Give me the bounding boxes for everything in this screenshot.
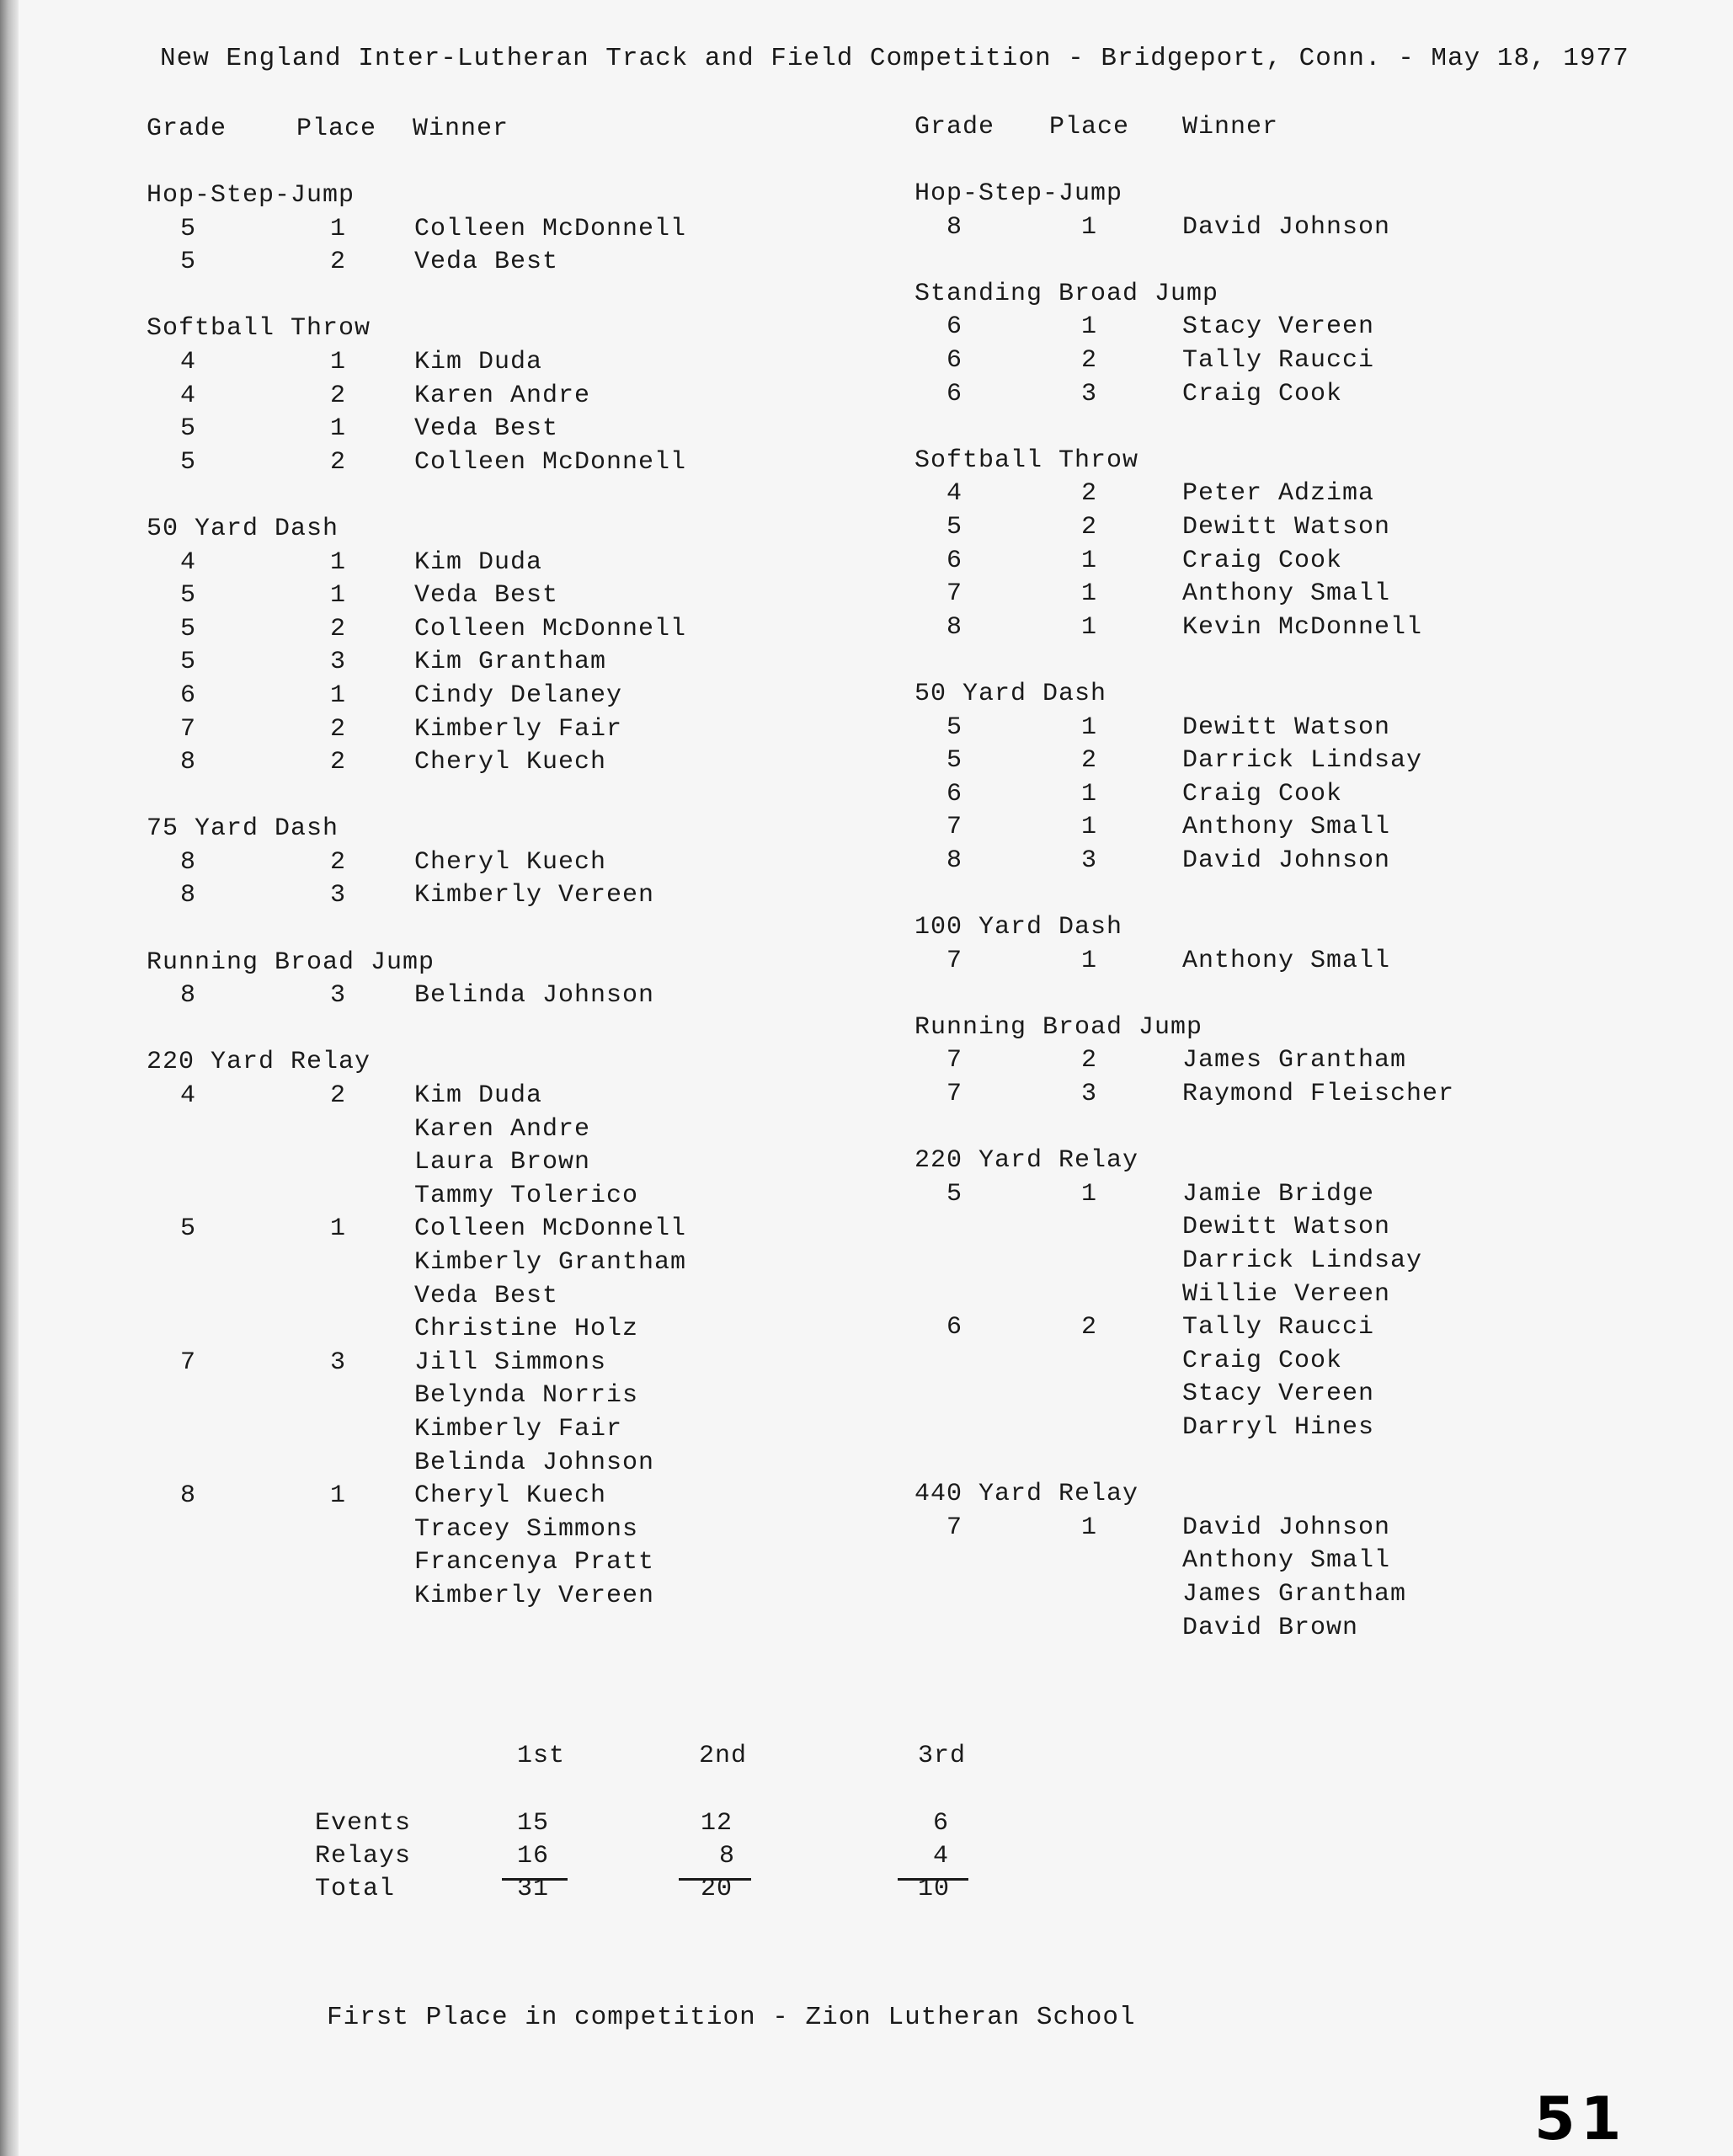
grade-cell: 8: [946, 212, 963, 242]
result-row: [147, 1115, 862, 1149]
place-cell: 3: [1081, 379, 1098, 408]
place-cell: 1: [1081, 212, 1098, 242]
event-spacer: [147, 481, 862, 515]
result-row: [914, 813, 1672, 846]
winner-cell: Cheryl Kuech: [414, 847, 607, 877]
footer-note: First Place in competition - Zion Lutheran School: [327, 2003, 1136, 2032]
winner-cell: Tammy Tolerico: [414, 1181, 639, 1210]
event-spacer: [914, 879, 1672, 913]
grade-cell: 6: [946, 345, 963, 375]
result-row: [914, 346, 1672, 380]
place-cell: 1: [1081, 579, 1098, 609]
winner-cell: Kimberly Vereen: [414, 1581, 655, 1610]
event-title: 220 Yard Relay: [147, 1048, 371, 1077]
summary-relays-2nd: 8: [719, 1842, 736, 1870]
grade-cell: 6: [946, 546, 963, 575]
result-row: [914, 713, 1672, 747]
place-cell: 1: [330, 547, 347, 577]
result-row: [914, 1280, 1672, 1314]
grade-cell: 8: [946, 846, 963, 875]
winner-cell: Jamie Bridge: [1182, 1179, 1375, 1209]
winner-cell: Anthony Small: [1182, 813, 1391, 842]
place-cell: 1: [1081, 546, 1098, 575]
right-events: [914, 179, 1672, 1646]
result-row: [147, 1381, 862, 1415]
grade-cell: 5: [180, 581, 197, 611]
winner-cell: Kim Duda: [414, 1081, 543, 1111]
result-row: [147, 1248, 862, 1282]
place-cell: 1: [1081, 813, 1098, 842]
place-header: Place: [296, 115, 377, 143]
result-row: [147, 215, 862, 248]
winner-cell: Cindy Delaney: [414, 680, 623, 710]
grade-cell: 5: [180, 614, 197, 643]
winner-cell: Kimberly Fair: [414, 1414, 623, 1444]
winner-cell: Veda Best: [414, 414, 559, 444]
place-cell: 1: [1081, 779, 1098, 808]
result-row: [147, 981, 862, 1015]
event-title: Running Broad Jump: [914, 1012, 1203, 1042]
winner-cell: Belinda Johnson: [414, 1448, 655, 1477]
summary-events-2nd: 12: [701, 1809, 733, 1838]
event-title: 100 Yard Dash: [914, 913, 1123, 942]
result-row: [914, 947, 1672, 980]
grade-header: Grade: [914, 113, 995, 141]
winner-cell: Colleen McDonnell: [414, 1214, 687, 1244]
result-row: [147, 348, 862, 382]
place-cell: 2: [1081, 1313, 1098, 1342]
result-row: [914, 1180, 1672, 1214]
winner-cell: Kevin McDonnell: [1182, 612, 1423, 642]
summary-header-2nd: 2nd: [699, 1742, 748, 1770]
place-cell: 1: [1081, 1179, 1098, 1209]
place-cell: 1: [1081, 712, 1098, 742]
event-spacer: [147, 281, 862, 315]
winner-cell: Veda Best: [414, 581, 559, 611]
result-row: [914, 1313, 1672, 1347]
winner-cell: Dewitt Watson: [1182, 1213, 1391, 1242]
result-row: [147, 715, 862, 749]
winner-cell: Dewitt Watson: [1182, 512, 1391, 542]
place-cell: 2: [330, 714, 347, 744]
winner-cell: Laura Brown: [414, 1148, 591, 1177]
winner-cell: Craig Cook: [1182, 379, 1343, 408]
grade-cell: 7: [180, 714, 197, 744]
result-row: [147, 1148, 862, 1182]
winner-cell: David Johnson: [1182, 846, 1391, 875]
winner-cell: Willie Vereen: [1182, 1279, 1391, 1309]
event-spacer: [914, 1447, 1672, 1481]
grade-cell: 6: [180, 680, 197, 710]
grade-cell: 8: [180, 881, 197, 910]
result-row: [147, 581, 862, 615]
grade-cell: 5: [180, 1214, 197, 1244]
result-row: [914, 1580, 1672, 1614]
result-row: [147, 848, 862, 882]
winner-cell: Peter Adzima: [1182, 479, 1375, 509]
place-cell: 2: [330, 447, 347, 477]
winner-cell: Jill Simmons: [414, 1348, 607, 1377]
winner-cell: David Johnson: [1182, 1513, 1391, 1542]
result-row: [147, 881, 862, 915]
grade-cell: 5: [180, 248, 197, 277]
result-row: [914, 1380, 1672, 1413]
place-cell: 3: [330, 648, 347, 677]
place-cell: 1: [1081, 946, 1098, 975]
winner-cell: Craig Cook: [1182, 1346, 1343, 1375]
result-row: [914, 1213, 1672, 1246]
winner-cell: Veda Best: [414, 248, 559, 277]
winner-cell: James Grantham: [1182, 1579, 1407, 1609]
grade-cell: 8: [180, 981, 197, 1011]
grade-cell: 6: [946, 1313, 963, 1342]
place-cell: 2: [330, 614, 347, 643]
winner-cell: Tally Raucci: [1182, 345, 1375, 375]
winner-cell: Anthony Small: [1182, 579, 1391, 609]
grade-cell: 7: [946, 1080, 963, 1109]
grade-cell: 5: [180, 447, 197, 477]
grade-cell: 4: [180, 347, 197, 376]
event-title: 75 Yard Dash: [147, 814, 339, 844]
winner-cell: Darryl Hines: [1182, 1412, 1375, 1442]
winner-header: Winner: [1182, 113, 1279, 141]
result-row: [147, 1214, 862, 1248]
winner-cell: Belynda Norris: [414, 1381, 639, 1411]
winner-cell: Colleen McDonnell: [414, 447, 687, 477]
summary-label-total: Total: [315, 1875, 396, 1903]
winner-cell: Karen Andre: [414, 381, 591, 410]
grade-cell: 4: [946, 479, 963, 509]
winner-cell: David Johnson: [1182, 212, 1391, 242]
result-row: [147, 1282, 862, 1315]
place-cell: 1: [330, 680, 347, 710]
winner-cell: Kimberly Grantham: [414, 1248, 687, 1277]
grade-cell: 7: [946, 1046, 963, 1075]
event-title: Running Broad Jump: [147, 947, 435, 977]
result-row: [147, 748, 862, 782]
winner-cell: David Brown: [1182, 1613, 1359, 1642]
grade-cell: 5: [180, 214, 197, 243]
result-row: [914, 746, 1672, 780]
winner-cell: Veda Best: [414, 1281, 559, 1310]
winner-cell: Cheryl Kuech: [414, 748, 607, 777]
winner-cell: James Grantham: [1182, 1046, 1407, 1075]
winner-cell: Kim Duda: [414, 547, 543, 577]
result-row: [147, 414, 862, 448]
winner-cell: Colleen McDonnell: [414, 614, 687, 643]
winner-cell: Craig Cook: [1182, 546, 1343, 575]
place-cell: 2: [330, 847, 347, 877]
place-cell: 1: [330, 581, 347, 611]
result-row: [147, 248, 862, 281]
place-cell: 2: [330, 248, 347, 277]
winner-cell: Stacy Vereen: [1182, 1380, 1375, 1409]
result-row: [914, 846, 1672, 880]
summary-relays-1st: 16: [517, 1842, 550, 1870]
winner-cell: Kim Grantham: [414, 648, 607, 677]
place-cell: 1: [330, 347, 347, 376]
event-title: 50 Yard Dash: [914, 679, 1107, 708]
grade-cell: 6: [946, 779, 963, 808]
winner-header: Winner: [413, 115, 509, 143]
winner-cell: Craig Cook: [1182, 779, 1343, 808]
place-cell: 1: [330, 1214, 347, 1244]
place-cell: 1: [1081, 612, 1098, 642]
event-spacer: [147, 1015, 862, 1049]
grade-cell: 6: [946, 379, 963, 408]
result-row: [914, 780, 1672, 814]
event-spacer: [914, 1113, 1672, 1147]
place-cell: 1: [330, 414, 347, 444]
event-title: Softball Throw: [914, 446, 1139, 475]
result-row: [147, 1415, 862, 1449]
event-title: Hop-Step-Jump: [147, 181, 355, 210]
winner-cell: Darrick Lindsay: [1182, 1246, 1423, 1275]
grade-cell: 4: [180, 381, 197, 410]
winner-cell: Belinda Johnson: [414, 981, 655, 1011]
summary-events-1st: 15: [517, 1809, 550, 1838]
winner-cell: Kimberly Fair: [414, 714, 623, 744]
grade-cell: 7: [946, 1513, 963, 1542]
grade-cell: 8: [946, 612, 963, 642]
winner-cell: Karen Andre: [414, 1114, 591, 1144]
result-row: [914, 213, 1672, 247]
result-row: [147, 1481, 862, 1515]
result-row: [147, 1348, 862, 1382]
place-cell: 2: [1081, 1046, 1098, 1075]
result-row: [147, 615, 862, 648]
result-row: [147, 548, 862, 582]
grade-cell: 8: [180, 1481, 197, 1511]
event-spacer: [914, 413, 1672, 446]
summary-total-1st: 31: [517, 1875, 550, 1903]
place-cell: 3: [330, 981, 347, 1011]
place-cell: 2: [330, 748, 347, 777]
grade-cell: 8: [180, 748, 197, 777]
winner-cell: Stacy Vereen: [1182, 312, 1375, 342]
result-row: [914, 479, 1672, 513]
event-spacer: [147, 782, 862, 815]
result-row: [914, 513, 1672, 547]
result-row: [147, 382, 862, 415]
result-row: [147, 1182, 862, 1215]
result-row: [147, 1582, 862, 1615]
place-cell: 3: [330, 881, 347, 910]
grade-cell: 5: [180, 414, 197, 444]
event-title: Hop-Step-Jump: [914, 179, 1123, 208]
winner-cell: Cheryl Kuech: [414, 1481, 607, 1511]
place-cell: 3: [1081, 846, 1098, 875]
result-row: [914, 1513, 1672, 1547]
summary-header-1st: 1st: [517, 1742, 566, 1770]
place-cell: 3: [1081, 1080, 1098, 1109]
place-cell: 2: [1081, 479, 1098, 509]
grade-cell: 6: [946, 312, 963, 342]
winner-cell: Francenya Pratt: [414, 1548, 655, 1577]
result-row: [914, 380, 1672, 414]
place-cell: 3: [330, 1348, 347, 1377]
winner-cell: Dewitt Watson: [1182, 712, 1391, 742]
result-row: [147, 1548, 862, 1582]
winner-cell: Christine Holz: [414, 1315, 639, 1344]
event-spacer: [914, 646, 1672, 680]
event-title: Softball Throw: [147, 314, 371, 344]
grade-cell: 4: [180, 1081, 197, 1111]
binding-shadow: [0, 0, 19, 2156]
place-cell: 2: [1081, 345, 1098, 375]
winner-cell: Tally Raucci: [1182, 1313, 1375, 1342]
result-row: [914, 613, 1672, 647]
summary-label-relays: Relays: [315, 1842, 412, 1870]
grade-cell: 5: [946, 712, 963, 742]
place-header: Place: [1049, 113, 1130, 141]
winner-cell: Anthony Small: [1182, 946, 1391, 975]
place-cell: 1: [330, 214, 347, 243]
result-row: [147, 648, 862, 681]
winner-cell: Darrick Lindsay: [1182, 746, 1423, 776]
event-title: 220 Yard Relay: [914, 1146, 1139, 1176]
left-results-column: [147, 115, 862, 1615]
place-cell: 2: [330, 381, 347, 410]
event-title: Standing Broad Jump: [914, 279, 1219, 308]
result-row: [914, 1546, 1672, 1580]
summary-header-3rd: 3rd: [918, 1742, 967, 1770]
grade-cell: 5: [946, 512, 963, 542]
summary-events-3rd: 6: [933, 1809, 950, 1838]
result-row: [147, 1081, 862, 1115]
result-row: [147, 1315, 862, 1348]
page-title: New England Inter-Lutheran Track and Field Competition - Bridgeport, Conn. - May 18, 1977: [160, 44, 1629, 73]
place-cell: 1: [1081, 312, 1098, 342]
right-results-column: [914, 113, 1672, 1646]
summary-total-2nd: 20: [701, 1875, 733, 1903]
grade-cell: 5: [946, 1179, 963, 1209]
grade-cell: 5: [946, 746, 963, 776]
result-row: [914, 1413, 1672, 1447]
grade-cell: 7: [180, 1348, 197, 1377]
place-cell: 1: [330, 1481, 347, 1511]
grade-cell: 7: [946, 946, 963, 975]
winner-cell: Tracey Simmons: [414, 1514, 639, 1544]
page-number: 51: [1534, 2084, 1627, 2153]
left-events: [147, 181, 862, 1615]
result-row: [914, 579, 1672, 613]
result-row: [147, 681, 862, 715]
summary-relays-3rd: 4: [933, 1842, 950, 1870]
winner-cell: Colleen McDonnell: [414, 214, 687, 243]
result-row: [147, 1449, 862, 1482]
place-cell: 2: [1081, 746, 1098, 776]
result-row: [914, 1246, 1672, 1280]
result-row: [914, 312, 1672, 346]
event-spacer: [914, 246, 1672, 280]
grade-cell: 8: [180, 847, 197, 877]
column-headers: [147, 115, 862, 181]
result-row: [147, 1515, 862, 1549]
winner-cell: Anthony Small: [1182, 1546, 1391, 1576]
result-row: [914, 1080, 1672, 1113]
result-row: [914, 1614, 1672, 1647]
winner-cell: Kim Duda: [414, 347, 543, 376]
place-cell: 2: [1081, 512, 1098, 542]
grade-cell: 7: [946, 579, 963, 609]
result-row: [914, 547, 1672, 580]
event-title: 440 Yard Relay: [914, 1480, 1139, 1509]
event-spacer: [147, 915, 862, 948]
summary-total-3rd: 10: [918, 1875, 951, 1903]
place-cell: 2: [330, 1081, 347, 1111]
result-row: [147, 448, 862, 482]
grade-cell: 7: [946, 813, 963, 842]
place-cell: 1: [1081, 1513, 1098, 1542]
event-spacer: [914, 979, 1672, 1013]
grade-header: Grade: [147, 115, 227, 143]
result-row: [914, 1046, 1672, 1080]
event-title: 50 Yard Dash: [147, 514, 339, 543]
summary-label-events: Events: [315, 1809, 412, 1838]
winner-cell: Kimberly Vereen: [414, 881, 655, 910]
result-row: [914, 1347, 1672, 1380]
winner-cell: Raymond Fleischer: [1182, 1080, 1455, 1109]
grade-cell: 4: [180, 547, 197, 577]
column-headers: [914, 113, 1672, 179]
grade-cell: 5: [180, 648, 197, 677]
